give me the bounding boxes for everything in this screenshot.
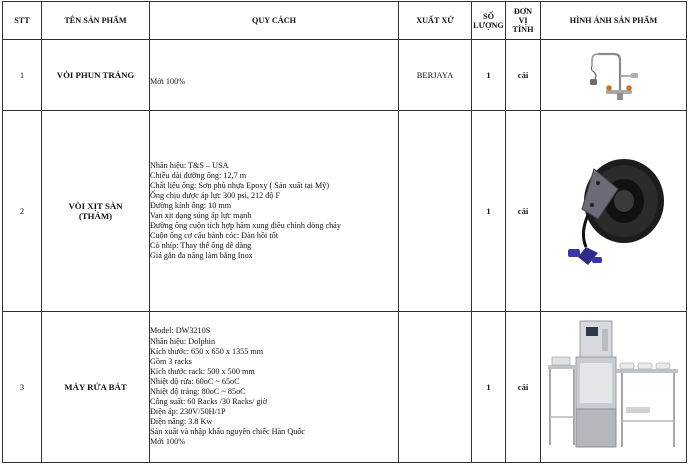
spec-line: Giá gắn đa năng làm bằng Inox: [150, 251, 253, 261]
row-stt: 3: [3, 312, 42, 463]
spec-line: Chiều dài đường ống: 12,7 m: [150, 170, 247, 180]
row-image: [541, 40, 687, 111]
header-quantity-line1: SỐ: [483, 11, 494, 21]
spec-line: Đường kính ống: 10 mm: [150, 200, 232, 210]
spec-line: Model: DW3210S: [150, 326, 211, 336]
spec-line: Cuộn ống cơ cấu bánh cóc: Đàn hồi tốt: [150, 231, 279, 241]
spec-line: Mới 100%: [150, 437, 186, 447]
spec-line: Kích thước rack: 500 x 500 mm: [150, 366, 255, 376]
row-product-name: [42, 312, 150, 463]
spec-line: Cò nhíp: Thay thế ống dễ dàng: [150, 241, 252, 251]
header-spec: QUY CÁCH: [150, 2, 399, 40]
spec-line: Nhiệt độ tráng: 80oC ~ 85oC: [150, 387, 246, 396]
spec-line: Chất liệu ống: Sơn phủ nhựa Epoxy ( Sản xuất tại Mỹ): [150, 180, 330, 190]
header-quantity-line2: LƯỢNG: [473, 20, 504, 30]
product-name-line2: (THẢM): [78, 211, 113, 221]
row-quantity: 1: [472, 312, 506, 463]
row-unit: cái: [506, 40, 541, 111]
spec-line: Đường ống cuộn tích hợp hãm xung điều chỉnh dòng chảy: [150, 221, 341, 231]
header-image: HÌNH ẢNH SẢN PHẨM: [541, 2, 687, 40]
spec-line: Điện năng: 3.8 Kw: [150, 417, 213, 427]
product-name-line1: MÁY RỬA BÁT: [64, 382, 127, 392]
row-origin: BERJAYA: [399, 40, 472, 111]
row-stt: 1: [3, 40, 42, 111]
row-origin: [399, 312, 472, 463]
table-row: [3, 40, 687, 111]
product-name-line1: VÒI PHUN TRÁNG: [56, 70, 135, 80]
row-spec: [150, 312, 399, 463]
header-unit-line2: VỊ: [518, 16, 528, 25]
row-product-name: [42, 111, 150, 312]
row-image: [541, 312, 687, 463]
spec-line: Kích thước: 650 x 650 x 1355 mm: [150, 346, 264, 356]
header-quantity: [472, 2, 506, 40]
spec-line: Gồm 3 racks: [150, 356, 192, 366]
spec-line: Nhãn hiệu: T&S – USA: [150, 160, 229, 170]
header-unit-line3: TÍNH: [512, 25, 534, 34]
spec-line: Nhiệt độ rửa: 60oC ~ 65oC: [150, 376, 240, 386]
header-unit: [506, 2, 541, 40]
row-unit: cái: [506, 111, 541, 312]
row-stt: 2: [3, 111, 42, 312]
row-spec: [150, 111, 399, 312]
header-product-name: TÊN SẢN PHẨM: [42, 2, 150, 40]
row-quantity: 1: [472, 111, 506, 312]
spec-line: Van xịt dạng súng áp lực mạnh: [150, 211, 252, 220]
row-spec: [150, 40, 399, 111]
spec-line: Mới 100%: [150, 76, 186, 86]
spec-line: Nhãn hiệu: Dolphin: [150, 336, 216, 346]
spec-line: Ống chịu được áp lực 300 psi, 212 độ F: [150, 190, 281, 200]
spec-line: Công suất: 60 Racks /30 Racks/ giờ: [150, 397, 268, 407]
spec-line: Sản xuất và nhập khẩu nguyên chiếc Hàn Quốc: [150, 427, 306, 437]
table-row: [3, 312, 687, 463]
pre-rinse-faucet-icon: [584, 46, 644, 104]
row-image: [541, 111, 687, 312]
spec-line: Điện áp: 230V/50H/1P: [150, 407, 226, 417]
row-product-name: [42, 40, 150, 111]
header-row: [3, 2, 687, 40]
header-origin: XUẤT XỨ: [399, 2, 472, 40]
row-quantity: 1: [472, 40, 506, 111]
header-unit-line1: ĐƠN: [513, 7, 533, 16]
hose-reel-icon: [558, 149, 670, 273]
product-spec-table: [2, 1, 687, 463]
header-stt: STT: [3, 2, 42, 40]
product-name-line1: VÒI XỊT SÀN: [68, 201, 123, 211]
dishwasher-icon: [546, 317, 682, 457]
row-unit: cái: [506, 312, 541, 463]
row-origin: [399, 111, 472, 312]
table-row: [3, 111, 687, 312]
